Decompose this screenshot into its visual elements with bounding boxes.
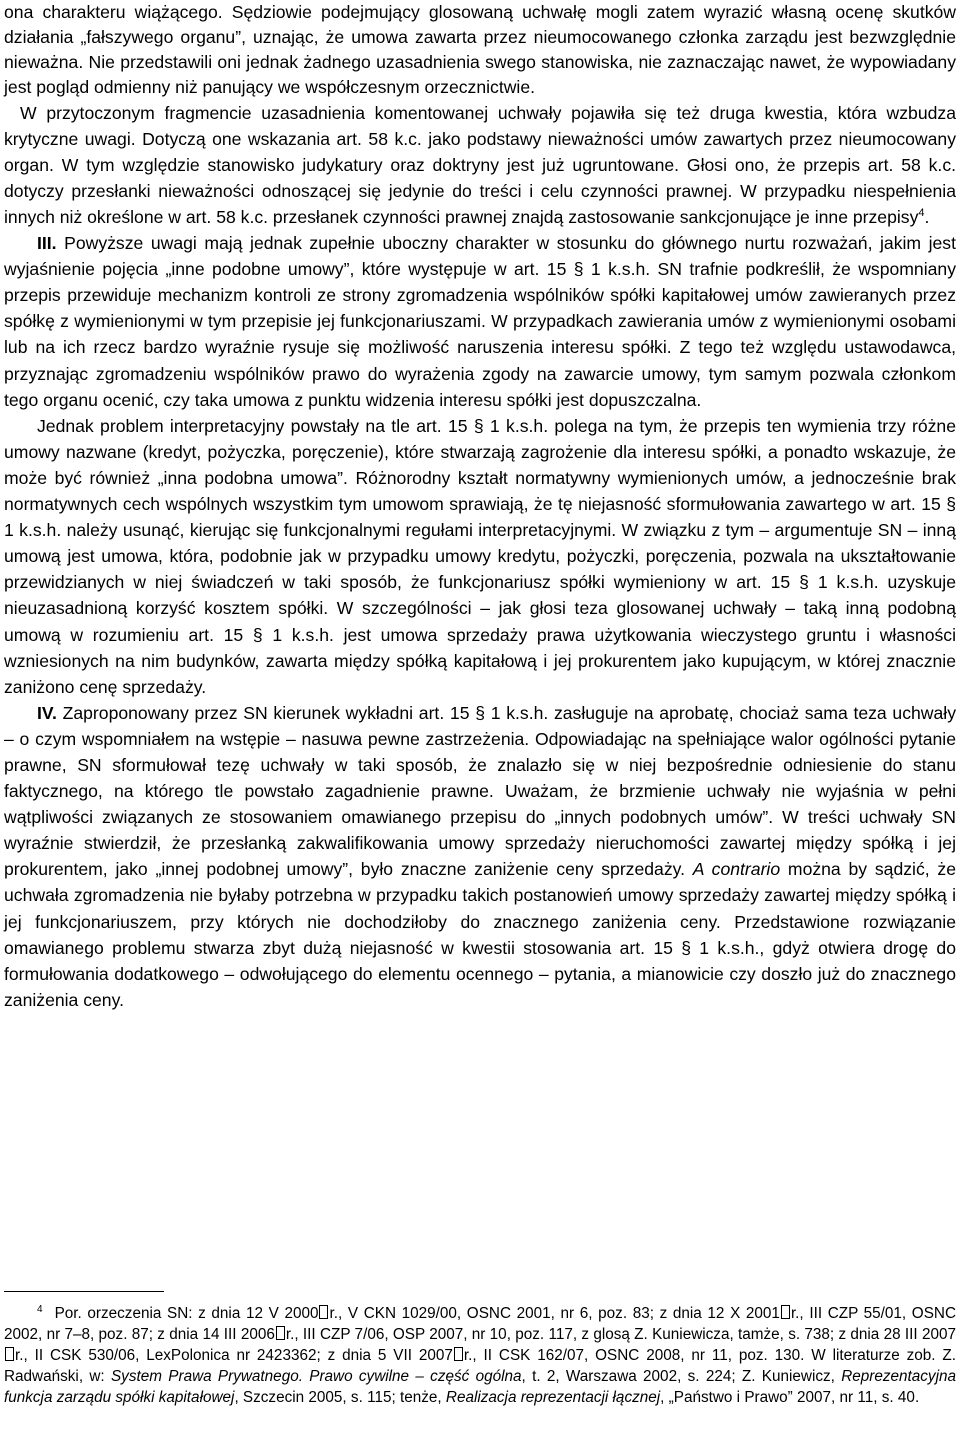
paragraph-text: Powyższe uwagi mają jednak zupełnie uboczny charakter w stosunku do głównego nurtu rozważań, jakim jest wyjaśnienie pojęcia „inne podobne umowy”, które występuje w art. 15 § 1 k.s.h. SN trafnie podkreślił, że wspomniany przepis przewiduje mechanizm kontroli ze strony zgromadzenia wspólników spółki kapitałowej umów zawieranych przez spółkę z wymienionymi w tym przepisie jej funkcjonariuszami. W przypadkach zawierania umów z wymienionymi osobami lub na ich rzecz bardzo wyraźnie rysuje się możliwość naruszenia interesu spółki. Z tego też względu ustawodawca, przyznając zgromadzeniu wspólników prawo do wyrażenia zgody na zawarcie umowy, tym samym pozwala członkom tego organu ocenić, czy taka umowa z punktu widzenia interesu spółki jest dopuszczalna. [4, 233, 956, 410]
missing-glyph-box [454, 1347, 463, 1361]
footnote-text: Por. orzeczenia SN: z dnia 12 V 2000 [54, 1305, 319, 1323]
footnote-text: r., II CSK 530/06, LexPolonica nr 2423362; z dnia 5 VII 2007 [15, 1346, 453, 1364]
section-iv [4, 700, 956, 1013]
footnote-italic: System Prawa Prywatnego. Prawo cywilne – część ogólna [110, 1367, 522, 1385]
paragraph-interpretation [4, 413, 956, 700]
missing-glyph-box [5, 1347, 14, 1361]
paragraph-text: Jednak problem interpretacyjny powstały na tle art. 15 § 1 k.s.h. polega na tym, że przepis ten wymienia trzy różne umowy nazwane (kredyt, pożyczka, poręczenie), które stwarzają zagrożenie dla interesu spółki, a ponadto wskazuje, że może być również „inna podobna umowa”. Różnorodny kształt normatywny wymienionych umów, a jednocześnie brak normatywnych cech wspólnych wszystkim tym umowom sprawiają, że tę niejasność sformułowania zawartego w art. 15 § 1 k.s.h. należy usunąć, kierując się funkcjonalnymi regułami interpretacyjnymi. W związku z tym – argumentuje SN – inną umową jest umowa, która, podobnie jak w przypadku umowy kredytu, pożyczki, poręczenia, pozwala na ukształtowanie przewidzianych w niej świadczeń w taki sposób, że funkcjonariusz spółki wymieniony w art. 15 § 1 k.s.h. uzyskuje nieuzasadnioną korzyść kosztem spółki. W szczególności – jak głosi teza glosowanej uchwały – taką inną podobną umową w rozumieniu art. 15 § 1 k.s.h. jest umowa sprzedaży prawa użytkowania wieczystego gruntu i własności wzniesionych na nim budynków, zawarta między spółką kapitałową i jej prokurentem jako kupującym, w której znacznie zaniżono cenę sprzedaży. [4, 415, 956, 697]
paragraph-continuation [4, 0, 956, 100]
missing-glyph-box [781, 1305, 790, 1319]
footnote-number: 4 [37, 1304, 43, 1315]
section-label: IV. [37, 702, 57, 723]
body-text [4, 0, 956, 1013]
footnote-text: r., III CZP 55/01, OSNC 2002, nr 7–8, poz. 87; z dnia 14 III 2006 [4, 1305, 956, 1343]
footnote-text: r., V CKN 1029/00, OSNC 2001, nr 6, poz. 83; z dnia 12 X 2001 [329, 1305, 780, 1323]
paragraph-text: . [924, 207, 930, 227]
footnote-text: , „Państwo i Prawo” 2007, nr 11, s. 40. [660, 1388, 920, 1406]
missing-glyph-box [276, 1326, 285, 1340]
paragraph-text: można by sądzić, że uchwała zgromadzenia nie byłaby potrzebna w przypadku takich postanowień umowy sprzedaży zawartej między spółką i jej funkcjonariuszem, przy których nie dochodziłoby do znacznego zaniżenia ceny. Przedstawione rozwiązanie omawianego problemu stwarza zbyt dużą niejasność w kwestii stosowania art. 15 § 1 k.s.h., gdyż otwiera drogę do formułowania dodatkowego – odwołującego do elementu ocennego – pytania, a mianowicie czy doszło już do znacznego zaniżenia ceny. [4, 859, 957, 1010]
footnote-text: r., II CSK 162/07, OSNC 2008, nr 11, poz. 130. W literaturze zob. Z. Radwański, w: [4, 1346, 956, 1385]
footnote-italic: Realizacja reprezentacji łącznej [445, 1388, 661, 1406]
missing-glyph-box [319, 1305, 328, 1319]
section-iii [4, 230, 956, 413]
footnote-separator [4, 1291, 164, 1292]
footnote-4 [4, 1300, 956, 1409]
document-page [4, 0, 957, 1406]
italic-phrase: A contrario [692, 859, 781, 880]
paragraph-text: ona charakteru wiążącego. Sędziowie podejmujący glosowaną uchwałę mogli zatem wyrazić własną ocenę skutków działania „fałszywego organu”, uznając, że umowa zawarta przez nieumocowanego członka zarządu jest bezwzględnie nieważna. Nie przedstawili oni jednak żadnego uzasadnienia swego stanowiska, nie zaznaczając nawet, że wypowiadany jest pogląd odmienny niż panujący we współczesnym orzecznictwie. [4, 2, 956, 97]
paragraph-text: W przytoczonym fragmencie uzasadnienia komentowanej uchwały pojawiła się też druga kwestia, która wzbudza krytyczne uwagi. Dotyczą one wskazania art. 58 k.c. jako podstawy nieważności umów zawartych przez nieumocowany organ. W tym względzie stanowisko judykatury oraz doktryny jest już ugruntowane. Głosi ono, że przepis art. 58 k.c. dotyczy przesłanki nieważności odnoszącej się jedynie do treści i celu czynności prawnej. W przypadku niespełnienia innych niż określone w art. 58 k.c. przesłanek czynności prawnej znajdą zastosowanie sankcjonujące je inne przepisy [4, 102, 956, 227]
footnote-text: , t. 2, Warszawa 2002, s. 224; Z. Kuniewicz, [521, 1367, 842, 1385]
footnotes [4, 1291, 956, 1409]
footnote-text: , Szczecin 2005, s. 115; tenże, [234, 1388, 446, 1406]
footnote-text: r., III CZP 7/06, OSP 2007, nr 10, poz. 117, z glosą Z. Kuniewicza, tamże, s. 738; z dnia 28 III 2007 [285, 1326, 956, 1343]
footnote-italic: Reprezentacyjna funkcja zarządu spółki kapitałowej [4, 1367, 956, 1406]
paragraph-text: Zaproponowany przez SN kierunek wykładni art. 15 § 1 k.s.h. zasługuje na aprobatę, chociaż sama teza uchwały – o czym wspomniałem na wstępie – nasuwa pewne zastrzeżenia. Odpowiadając na spełniające walor ogólności pytanie prawne, SN sformułował tezę uchwały w taki sposób, że znalazło się w niej bezpośrednie odniesienie do stanu faktycznego, na którego tle powstało zagadnienie prawne. Uważam, że brzmienie uchwały nie wyjaśnia w pełni wątpliwości związanych ze stosowaniem omawianego przepisu do „innych podobnych umów”. W treści uchwały SN wyraźnie stwierdził, że przesłanką zakwalifikowania umowy sprzedaży nieruchomości zawartej między spółką i jej prokurentem, jako „innej podobnej umowy”, było znaczne zaniżenie ceny sprzedaży. [4, 702, 956, 880]
section-label: III. [37, 233, 57, 254]
footnote-ref[interactable]: 4 [918, 207, 925, 220]
paragraph-art58 [4, 100, 956, 230]
